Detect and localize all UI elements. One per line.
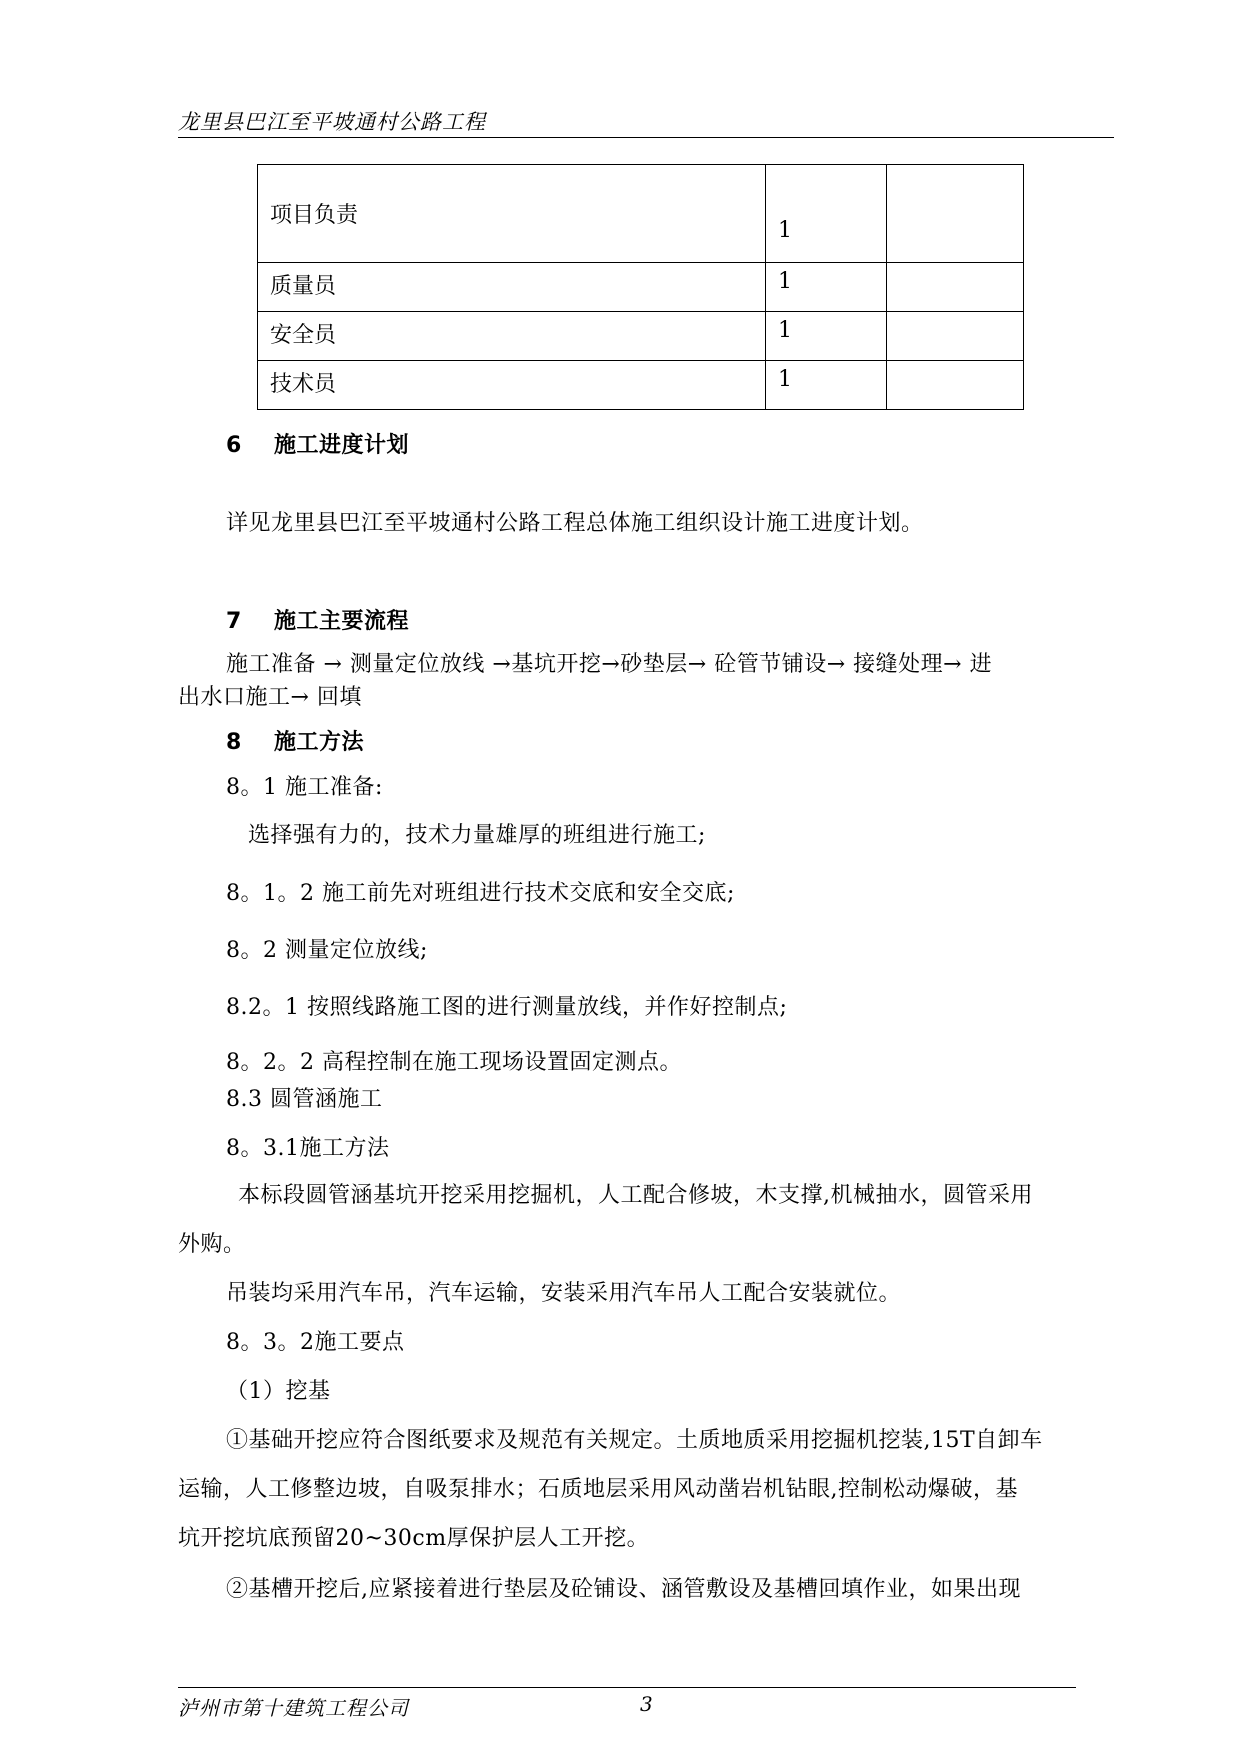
count-cell: 1 [766,361,887,410]
footer-rule [178,1687,1076,1688]
para-8-1-2: 8。1。2 施工前先对班组进行技术交底和安全交底; [226,881,735,906]
note-cell [887,165,1024,263]
flow-line-2: 出水口施工→ 回填 [178,685,362,710]
table-row [258,165,1024,263]
section-8-heading: 8 施工方法 [226,730,365,755]
para-item-1: （1）挖基 [226,1379,331,1404]
para-8-3: 8.3 圆管涵施工 [226,1087,383,1112]
count-cell: 1 [766,165,887,263]
para-8-1-text: 选择强有力的，技术力量雄厚的班组进行施工; [248,823,706,848]
note-cell [887,263,1024,312]
note-cell [887,361,1024,410]
para-8-3-1: 8。3.1施工方法 [226,1136,390,1161]
para-8-2: 8。2 测量定位放线; [226,938,428,963]
role-cell: 项目负责 [258,165,766,263]
role-cell: 安全员 [258,312,766,361]
flow-line-1: 施工准备 → 测量定位放线 →基坑开挖→砂垫层→ 砼管节铺设→ 接缝处理→ 进 [226,652,993,677]
para-method-2: 外购。 [178,1232,246,1257]
para-c1-line-3: 坑开挖坑底预留20~30cm厚保护层人工开挖。 [178,1526,650,1551]
table-row [258,361,1024,410]
header-title: 龙里县巴江至平坡通村公路工程 [178,110,486,134]
table-row [258,312,1024,361]
role-cell: 质量员 [258,263,766,312]
count-cell: 1 [766,263,887,312]
para-8-2-1: 8.2。1 按照线路施工图的进行测量放线，并作好控制点; [226,995,788,1020]
para-lift: 吊装均采用汽车吊，汽车运输，安装采用汽车吊人工配合安装就位。 [226,1281,902,1306]
para-8-1: 8。1 施工准备: [226,775,383,800]
section-7-heading: 7 施工主要流程 [226,609,410,634]
page-number: 3 [640,1692,653,1716]
footer-company: 泸州市第十建筑工程公司 [178,1696,409,1720]
para-8-3-2: 8。3。2施工要点 [226,1330,405,1355]
role-cell: 技术员 [258,361,766,410]
note-cell [887,312,1024,361]
para-c1-line-1: ①基础开挖应符合图纸要求及规范有关规定。土质地质采用挖掘机挖装,15T自卸车 [226,1428,1043,1453]
header-rule [178,137,1114,138]
section-6-text: 详见龙里县巴江至平坡通村公路工程总体施工组织设计施工进度计划。 [226,511,924,536]
para-8-2-2: 8。2。2 高程控制在施工现场设置固定测点。 [226,1050,682,1075]
para-method-1: 本标段圆管涵基坑开挖采用挖掘机，人工配合修坡，木支撑,机械抽水，圆管采用 [238,1183,1033,1208]
table-row [258,263,1024,312]
para-c1-line-2: 运输，人工修整边坡，自吸泵排水；石质地层采用风动凿岩机钻眼,控制松动爆破，基 [178,1477,1018,1502]
para-c2-line-1: ②基槽开挖后,应紧接着进行垫层及砼铺设、涵管敷设及基槽回填作业，如果出现 [226,1577,1021,1602]
section-6-heading: 6 施工进度计划 [226,433,410,458]
staff-table [257,164,1024,410]
count-cell: 1 [766,312,887,361]
